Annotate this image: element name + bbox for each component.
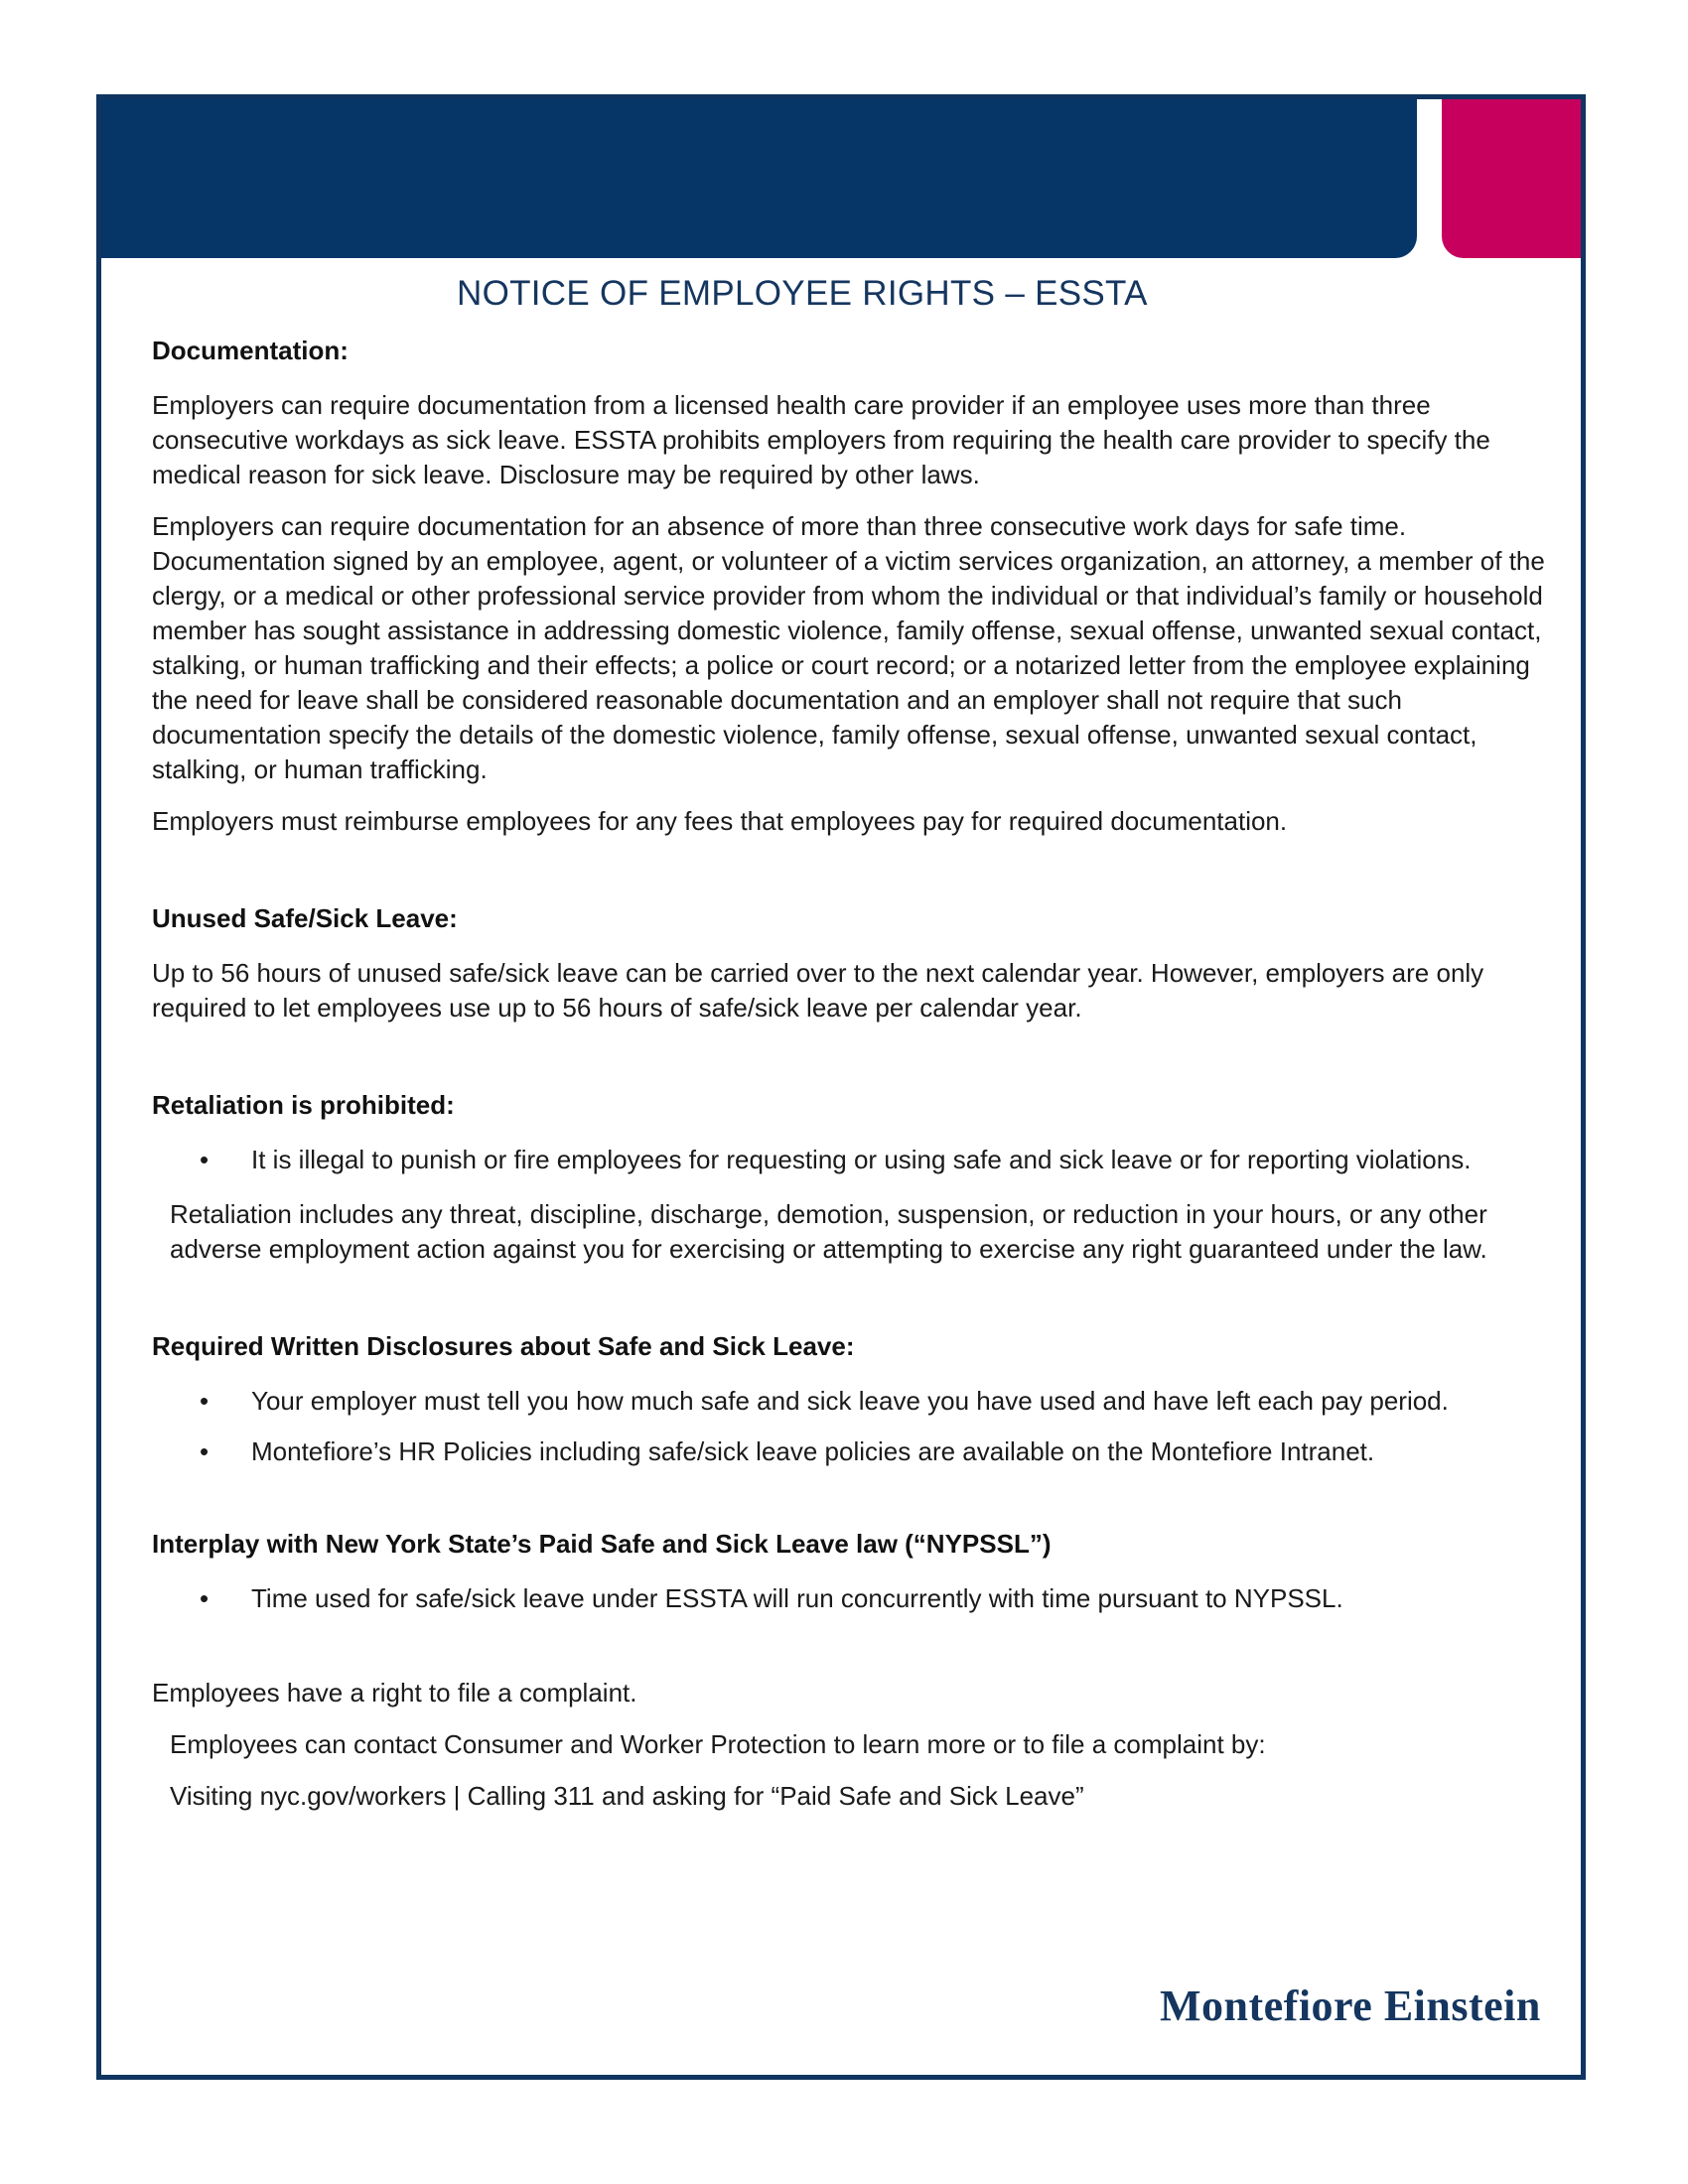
complaint-line-1: Employees have a right to file a complaint. <box>152 1678 637 1707</box>
unused-leave-paragraph: Up to 56 hours of unused safe/sick leave can be carried over to the next calendar year. However, employers are only required to let employees use up to 56 hours of safe/sick leave per calendar year. <box>152 958 1484 1023</box>
complaint-line-2: Employees can contact Consumer and Worker Protection to learn more or to file a complaint by: <box>170 1729 1266 1759</box>
complaint-section <box>152 1676 1552 1814</box>
list-item: • Montefiore’s HR Policies including safe/sick leave policies are available on the Montefiore Intranet. <box>152 1434 1552 1469</box>
disclosures-list <box>152 1384 1552 1469</box>
unused-leave-section <box>152 903 1552 1025</box>
retaliation-section <box>152 1090 1552 1267</box>
documentation-paragraph-2: Employers can require documentation for an absence of more than three consecutive work days for safe time. Documentation signed by an employee, agent, or volunteer of a victim services organization, an attorney, a member of the clergy, or a medical or other professional service provider from whom the individual or that individual’s family or household member has sought assistance in addressing domestic violence, family offense, sexual offense, unwanted sexual contact, stalking, or human trafficking and their effects; a police or court record; or a notarized letter from the employee explaining the need for leave shall be considered reasonable documentation and an employer shall not require that such documentation specify the details of the domestic violence, family offense, sexual offense, unwanted sexual contact, stalking, or human trafficking. <box>152 511 1545 784</box>
header-banner-blue <box>101 99 1417 258</box>
notice-content <box>152 336 1552 1831</box>
documentation-heading: Documentation: <box>152 336 349 365</box>
unused-leave-heading: Unused Safe/Sick Leave: <box>152 903 458 933</box>
interplay-heading: Interplay with New York State’s Paid Safe and Sick Leave law (“NYPSSL”) <box>152 1529 1052 1559</box>
complaint-line-3: Visiting nyc.gov/workers | Calling 311 and asking for “Paid Safe and Sick Leave” <box>170 1781 1084 1811</box>
list-item: • Time used for safe/sick leave under ESSTA will run concurrently with time pursuant to NYPSSL. <box>152 1581 1552 1616</box>
documentation-paragraph-1: Employers can require documentation from a licensed health care provider if an employee uses more than three consecutive workdays as sick leave. ESSTA prohibits employers from requiring the health care provider to specify the medical reason for sick leave. Disclosure may be required by other laws. <box>152 390 1490 489</box>
interplay-list <box>152 1581 1552 1616</box>
montefiore-einstein-logo: Montefiore Einstein <box>1160 1981 1541 2030</box>
retaliation-list <box>152 1143 1552 1177</box>
retaliation-heading: Retaliation is prohibited: <box>152 1090 455 1120</box>
list-item: • It is illegal to punish or fire employees for requesting or using safe and sick leave or for reporting violations. <box>152 1143 1552 1177</box>
documentation-section <box>152 336 1552 839</box>
retaliation-paragraph: Retaliation includes any threat, discipline, discharge, demotion, suspension, or reduction in your hours, or any other adverse employment action against you for exercising or attempting to exercise any right guaranteed under the law. <box>170 1199 1487 1264</box>
list-item: • Your employer must tell you how much safe and sick leave you have used and have left each pay period. <box>152 1384 1552 1419</box>
disclosures-heading: Required Written Disclosures about Safe and Sick Leave: <box>152 1331 855 1361</box>
documentation-paragraph-3: Employers must reimburse employees for any fees that employees pay for required documentation. <box>152 806 1288 836</box>
header-banner-pink <box>1442 99 1586 258</box>
interplay-section <box>152 1529 1552 1616</box>
disclosures-section <box>152 1331 1552 1469</box>
page-title: NOTICE OF EMPLOYEE RIGHTS – ESSTA <box>457 274 1148 313</box>
